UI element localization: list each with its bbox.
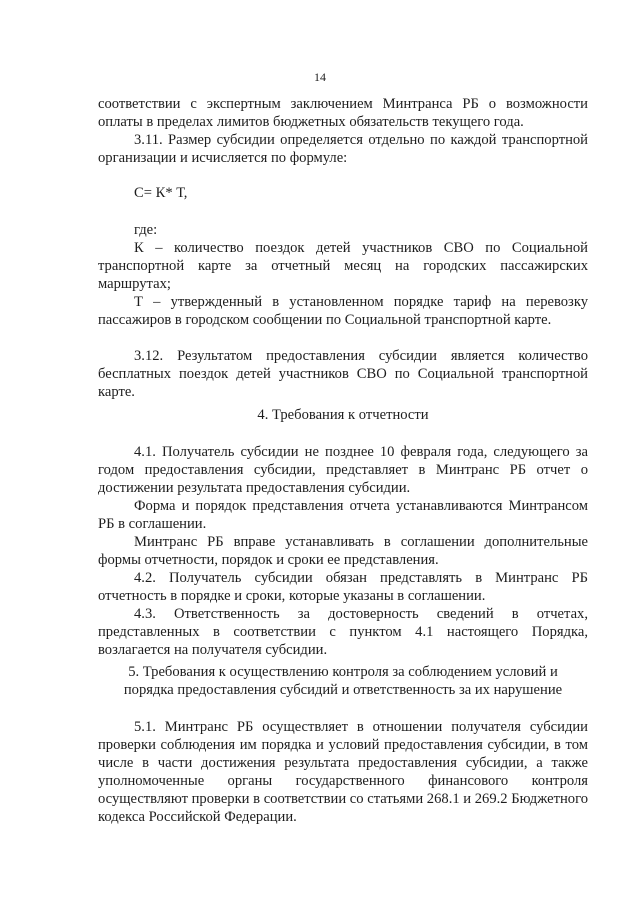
paragraph-3-12: 3.12. Результатом предоставления субсидии является количество бесплатных поездок детей участников СВО по Социальной транспортной карте. [98, 348, 588, 400]
paragraph-form: Форма и порядок представления отчета устанавливаются Минтрансом РБ в соглашении. [98, 498, 588, 532]
paragraph-4-1: 4.1. Получатель субсидии не позднее 10 февраля года, следующего за годом предоставления субсидии, представляет в Минтранс РБ отчет о достижении результата предоставления субсидии. [98, 444, 588, 496]
formula: С= К* Т, [134, 185, 188, 201]
section-heading-5-line1: 5. Требования к осуществлению контроля за соблюдением условий и [128, 664, 558, 680]
paragraph-4-3: 4.3. Ответственность за достоверность сведений в отчетах, представленных в соответствии с пунктом 4.1 настоящего Порядка, возлагается на получателя субсидии. [98, 606, 588, 658]
section-heading-5-line2: порядка предоставления субсидий и ответственность за их нарушение [123, 682, 563, 698]
definition-t: Т – утвержденный в установленном порядке тариф на перевозку пассажиров в городском сообщении по Социальной транспортной карте. [98, 294, 588, 328]
section-heading-4: 4. Требования к отчетности [257, 407, 429, 423]
paragraph-4-2: 4.2. Получатель субсидии обязан представлять в Минтранс РБ отчетность в порядке и сроки, которые указаны в соглашении. [98, 570, 588, 604]
where-label: где: [134, 222, 158, 238]
definition-k: К – количество поездок детей участников СВО по Социальной транспортной карте за отчетный месяц на городских пассажирских маршрутах; [98, 240, 588, 292]
paragraph-3-11: 3.11. Размер субсидии определяется отдельно по каждой транспортной организации и исчисляется по формуле: [98, 132, 588, 166]
paragraph-continuation: соответствии с экспертным заключением Минтранса РБ о возможности оплаты в пределах лимитов бюджетных обязательств текущего года. [98, 96, 588, 130]
paragraph-5-1: 5.1. Минтранс РБ осуществляет в отношении получателя субсидии проверки соблюдения им порядка и условий предоставления субсидии, в том числе в части достижения результата предоставления субсидии, а также уполномоченные органы государственного финансового контроля осуществляют проверки в соответствии со статьями 268.1 и 269.2 Бюджетного кодекса Российской Федерации. [98, 719, 588, 825]
page-number: 14 [314, 70, 326, 84]
paragraph-mintrans-right: Минтранс РБ вправе устанавливать в соглашении дополнительные формы отчетности, порядок и сроки ее представления. [98, 534, 588, 568]
